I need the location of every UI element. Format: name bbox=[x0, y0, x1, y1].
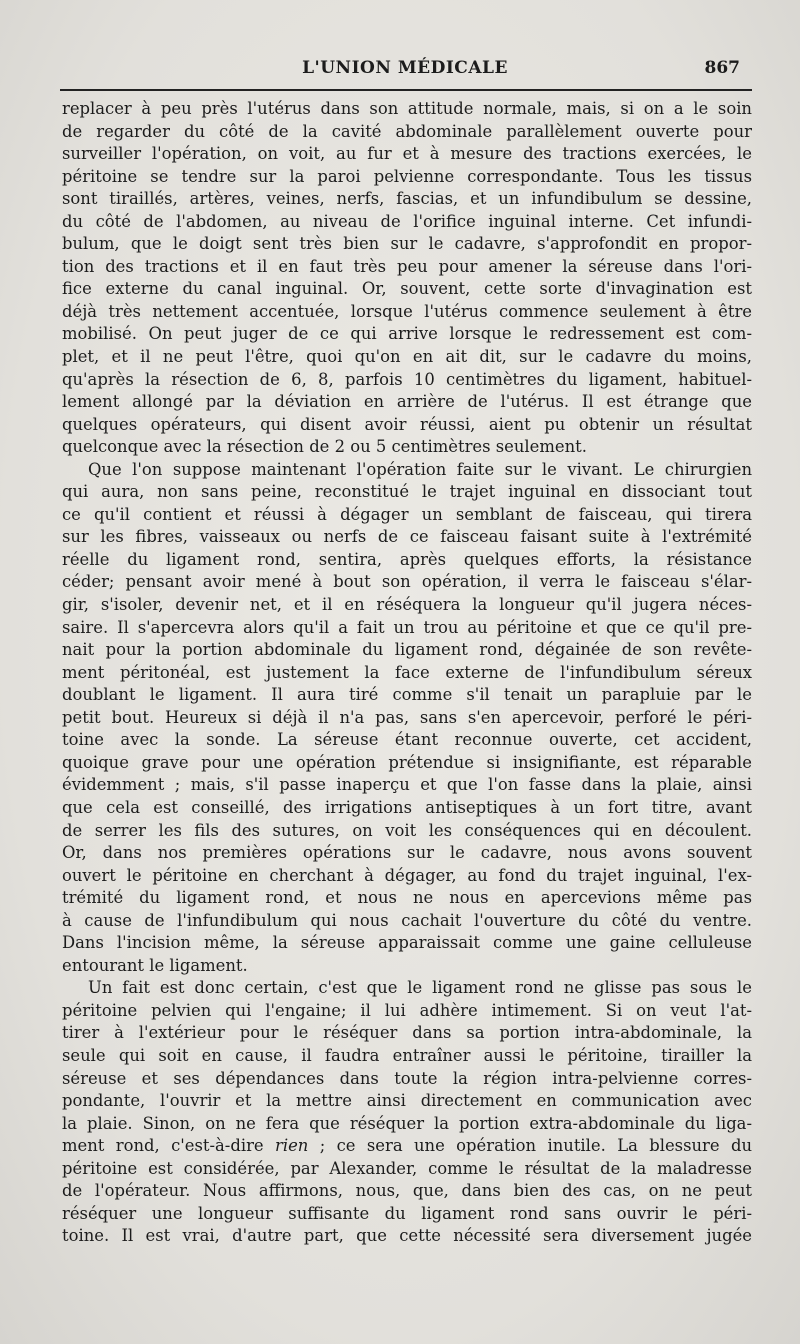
text-line: Or, dans nos premières opérations sur le cadavre, nous avons souvent bbox=[62, 843, 752, 863]
text-line: sur les fibres, vaisseaux ou nerfs de ce faisceau faisant suite à l'extrémité bbox=[62, 527, 752, 547]
text-line: lement allongé par la déviation en arrière de l'utérus. Il est étrange que bbox=[62, 392, 752, 412]
text-line: qui aura, non sans peine, reconstitué le trajet inguinal en dissociant tout bbox=[62, 482, 752, 502]
text-line: tirer à l'extérieur pour le réséquer dans sa portion intra-abdominale, la bbox=[62, 1023, 752, 1043]
text-line: ouvert le péritoine en cherchant à dégager, au fond du trajet inguinal, l'ex- bbox=[62, 865, 752, 885]
text-line: quoique grave pour une opération prétendue si insignifiante, est réparable bbox=[62, 752, 752, 772]
text-line: Dans l'incision même, la séreuse apparaissait comme une gaine celluleuse bbox=[62, 933, 752, 953]
italic-word: rien bbox=[275, 1136, 309, 1156]
paragraph-start-line: Que l'on suppose maintenant l'opération faite sur le vivant. Le chirurgien bbox=[88, 459, 752, 479]
text-line: gir, s'isoler, devenir net, et il en réséquera la longueur qu'il jugera néces- bbox=[62, 595, 752, 615]
text-line: de l'opérateur. Nous affirmons, nous, que, dans bien des cas, on ne peut bbox=[62, 1181, 752, 1201]
text-line: réséquer une longueur suffisante du ligament rond sans ouvrir le péri- bbox=[62, 1203, 752, 1223]
text-line: déjà très nettement accentuée, lorsque l'utérus commence seulement à être bbox=[62, 301, 752, 321]
text-line: ment péritonéal, est justement la face externe de l'infundibulum séreux bbox=[62, 662, 752, 682]
paragraph-end-line: entourant le ligament. bbox=[62, 955, 248, 975]
text-line: à cause de l'infundibulum qui nous cachait l'ouverture du côté du ventre. bbox=[62, 910, 752, 930]
text-line: de serrer les fils des sutures, on voit les conséquences qui en découlent. bbox=[62, 820, 752, 840]
text-line: mobilisé. On peut juger de ce qui arrive lorsque le redressement est com- bbox=[62, 324, 752, 344]
text-line: la plaie. Sinon, on ne fera que réséquer la portion extra-abdominale du liga- bbox=[62, 1113, 752, 1133]
text-line: évidemment ; mais, s'il passe inaperçu et que l'on fasse dans la plaie, ainsi bbox=[62, 775, 752, 795]
text-line-with-italic bbox=[62, 1135, 752, 1158]
text-line: péritoine se tendre sur la paroi pelvienne correspondante. Tous les tissus bbox=[62, 166, 752, 186]
text-line: séreuse et ses dépendances dans toute la région intra-pelvienne corres- bbox=[62, 1068, 752, 1088]
page-number: 867 bbox=[704, 58, 740, 78]
text-line: fice externe du canal inguinal. Or, souvent, cette sorte d'invagination est bbox=[62, 279, 752, 299]
text-line: bulum, que le doigt sent très bien sur le cadavre, s'approfondit en propor- bbox=[62, 234, 752, 254]
body-text bbox=[62, 98, 752, 1248]
text-line: doublant le ligament. Il aura tiré comme s'il tenait un parapluie par le bbox=[62, 685, 752, 705]
text-line: du côté de l'abdomen, au niveau de l'orifice inguinal interne. Cet infundi- bbox=[62, 211, 752, 231]
text-line: quelques opérateurs, qui disent avoir réussi, aient pu obtenir un résultat bbox=[62, 414, 752, 434]
text-line: plet, et il ne peut l'être, quoi qu'on en ait dit, sur le cadavre du moins, bbox=[62, 347, 752, 367]
text-line: ce qu'il contient et réussi à dégager un semblant de faisceau, qui tirera bbox=[62, 504, 752, 524]
text-line: sont tiraillés, artères, veines, nerfs, fascias, et un infundibulum se dessine, bbox=[62, 189, 752, 209]
text-line: toine. Il est vrai, d'autre part, que cette nécessité sera diversement jugée bbox=[62, 1226, 752, 1246]
text-line: trémité du ligament rond, et nous ne nous en apercevions même pas bbox=[62, 888, 752, 908]
text-line: seule qui soit en cause, il faudra entraîner aussi le péritoine, tirailler la bbox=[62, 1045, 752, 1065]
text-line: de regarder du côté de la cavité abdominale parallèlement ouverte pour bbox=[62, 121, 752, 141]
text-line: réelle du ligament rond, sentira, après quelques efforts, la résistance bbox=[62, 549, 752, 569]
text-line: tion des tractions et il en faut très peu pour amener la séreuse dans l'ori- bbox=[62, 256, 752, 276]
text-line: pondante, l'ouvrir et la mettre ainsi directement en communication avec bbox=[62, 1091, 752, 1111]
text-line: nait pour la portion abdominale du ligament rond, dégainée de son revête- bbox=[62, 640, 752, 660]
text-line: toine avec la sonde. La séreuse étant reconnue ouverte, cet accident, bbox=[62, 730, 752, 750]
text-segment: ; ce sera une opération inutile. La blessure du bbox=[308, 1136, 752, 1156]
text-line: que cela est conseillé, des irrigations antiseptiques à un fort titre, avant bbox=[62, 797, 752, 817]
paragraph-start-line: Un fait est donc certain, c'est que le ligament rond ne glisse pas sous le bbox=[88, 978, 752, 998]
running-title: L'UNION MÉDICALE bbox=[302, 58, 508, 78]
text-line: saire. Il s'apercevra alors qu'il a fait un trou au péritoine et que ce qu'il pre- bbox=[62, 617, 752, 637]
text-line: petit bout. Heureux si déjà il n'a pas, sans s'en apercevoir, perforé le péri- bbox=[62, 707, 752, 727]
text-segment: ment rond, c'est-à-dire bbox=[62, 1136, 275, 1156]
text-line: céder; pensant avoir mené à bout son opération, il verra le faisceau s'élar- bbox=[62, 572, 752, 592]
text-line: qu'après la résection de 6, 8, parfois 10 centimètres du ligament, habituel- bbox=[62, 369, 752, 389]
paragraph-end-line: quelconque avec la résection de 2 ou 5 centimètres seulement. bbox=[62, 437, 587, 457]
text-line: péritoine pelvien qui l'engaine; il lui adhère intimement. Si on veut l'at- bbox=[62, 1000, 752, 1020]
page-header bbox=[60, 58, 750, 82]
header-rule bbox=[60, 89, 752, 91]
text-line: péritoine est considérée, par Alexander, comme le résultat de la maladresse bbox=[62, 1158, 752, 1178]
text-line: surveiller l'opération, on voit, au fur et à mesure des tractions exercées, le bbox=[62, 144, 752, 164]
text-line: replacer à peu près l'utérus dans son attitude normale, mais, si on a le soin bbox=[62, 99, 752, 118]
